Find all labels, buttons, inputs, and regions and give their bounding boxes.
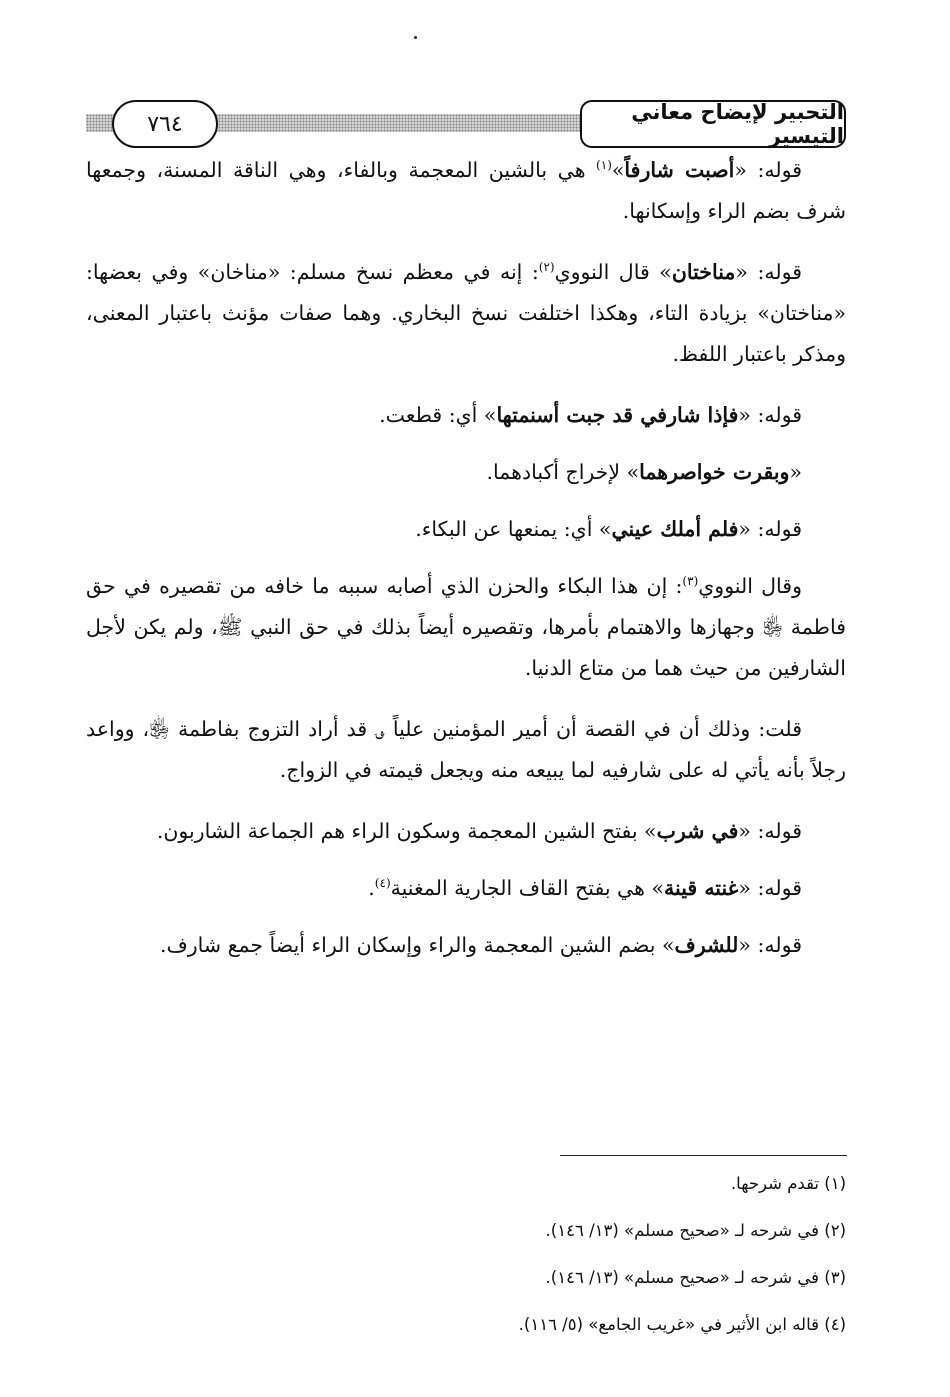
page-number: ٧٦٤ — [112, 100, 218, 148]
stray-dot — [414, 36, 417, 39]
paragraph: وقال النووي$^{(٣)}$: إن هذا البكاء والحزن الذي أصابه سببه ما خافه من تقصيره في حق فاطمة ﵂ وجهازها والاهتمام بأمرها، وتقصيره أيضاً بذلك في حق النبي ﷺ، ولم يكن لأجل الشارفين من حيث هما من متاع الدنيا. — [86, 574, 846, 680]
footnote: (٣) في شرحه لـ «صحيح مسلم» (١٣/ ١٤٦). — [545, 1268, 846, 1287]
paragraph: قوله: «للشرف» بضم الشين المعجمة والراء وإسكان الراء أيضاً جمع شارف. — [160, 933, 802, 957]
paragraph: قوله: «مناختان» قال النووي$^{(٢)}$: إنه في معظم نسخ مسلم: «مناخان» وفي بعضها: «مناختان» بزيادة التاء، وهكذا اختلفت نسخ البخاري. وهما صفات مؤنث باعتبار المعنى، ومذكر باعتبار اللفظ. — [86, 260, 846, 366]
paragraph: قوله: «أصبت شارفاً»$^{(١)}$ هي بالشين المعجمة وبالفاء، وهي الناقة المسنة، وجمعها شرف بضم الراء وإسكانها. — [86, 158, 846, 223]
paragraph: قوله: «غنته قينة» هي بفتح القاف الجارية المغنية$^{(٤)}$. — [368, 876, 802, 900]
footnote: (٢) في شرحه لـ «صحيح مسلم» (١٣/ ١٤٦). — [545, 1221, 846, 1240]
footnote: (٤) قاله ابن الأثير في «غريب الجامع» (٥/ ١١٦). — [518, 1315, 846, 1334]
footnotes — [86, 1160, 846, 1348]
paragraph: قوله: «فلم أملك عيني» أي: يمنعها عن البكاء. — [415, 517, 802, 541]
paragraph: قوله: «فإذا شارفي قد جبت أسنمتها» أي: قطعت. — [379, 403, 802, 427]
page-header — [86, 100, 846, 150]
paragraph: قوله: «في شرب» بفتح الشين المعجمة وسكون الراء هم الجماعة الشاربون. — [156, 819, 802, 843]
main-text — [86, 150, 846, 982]
footnote: (١) تقدم شرحها. — [730, 1174, 846, 1193]
footnote-separator — [560, 1155, 847, 1156]
paragraph: قلت: وذلك أن في القصة أن أمير المؤمنين علياً ؈ قد أراد التزوج بفاطمة ﵂، وواعد رجلاً بأنه يأتي له على شارفيه لما يبيعه منه ويجعل قيمته في الزواج. — [86, 717, 846, 782]
paragraph: «وبقرت خواصرهما» لإخراج أكبادهما. — [486, 460, 802, 484]
running-title: التحبير لإيضاح معاني التيسير — [580, 100, 846, 148]
